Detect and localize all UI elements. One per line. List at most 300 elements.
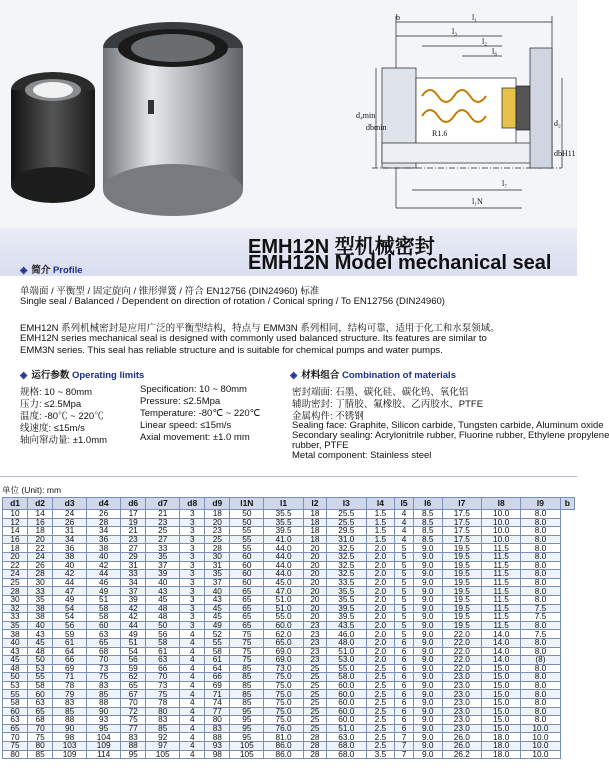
diamond-icon: ◈ [290,370,298,381]
table-cell: 35 [205,570,230,579]
column-header: l3 [327,498,366,510]
table-cell: 46 [87,578,121,587]
table-cell: 53 [3,681,28,690]
table-cell: 9.0 [413,595,442,604]
table-cell: 15.0 [481,690,520,699]
table-cell: 22.0 [442,647,481,656]
table-cell: 9.0 [413,638,442,647]
table-cell: 8.0 [521,578,560,587]
table-cell: 32 [3,604,28,613]
table-cell: 9.0 [413,690,442,699]
table-cell: 75.0 [264,716,303,725]
table-cell: 55 [28,673,53,682]
table-cell: 88 [87,699,121,708]
table-cell: 10.0 [521,724,560,733]
table-cell: 14.0 [481,656,520,665]
table-cell: 6 [395,724,414,733]
table-cell: 9.0 [413,630,442,639]
table-cell: 75 [230,656,264,665]
table-cell: 3 [180,587,205,596]
table-cell: 72 [121,707,146,716]
seat-ring [11,72,95,203]
table-cell: 1.5 [366,535,395,544]
table-cell: 2.0 [366,570,395,579]
table-cell: 8.0 [521,690,560,699]
dimension-table [2,497,575,759]
table-cell: 58 [87,604,121,613]
table-cell: 16 [3,535,28,544]
table-cell: 8.0 [521,587,560,596]
table-cell: 48 [146,613,180,622]
table-cell: 30 [3,595,28,604]
table-cell: 26 [87,510,121,519]
table-cell: 88 [205,733,230,742]
profile-heading-en: Profile [52,265,83,276]
column-header: l4 [366,498,395,510]
table-cell: 83 [146,716,180,725]
table-cell: 9.0 [413,733,442,742]
table-cell: 4 [180,742,205,751]
table-cell: 29.5 [327,527,366,536]
table-cell: 43 [3,647,28,656]
table-cell: 69.0 [264,647,303,656]
table-cell: 59 [53,630,87,639]
table-cell: 85 [230,699,264,708]
table-cell: 98 [205,750,230,759]
table-cell: 28 [303,750,326,759]
table-cell: 4 [395,510,414,519]
table-cell: 1.5 [366,527,395,536]
table-cell: 20 [303,604,326,613]
table-cell: 25.5 [327,518,366,527]
material-cn-1: 辅助密封: 丁腈胶、氟橡胶、乙丙胶水、PTFE [292,399,484,410]
table-cell: 68 [28,716,53,725]
table-cell: 23 [303,656,326,665]
limit-en-0: Specification: 10 ~ 80mm [140,384,247,395]
table-cell: 20 [303,552,326,561]
table-cell: 62 [121,673,146,682]
table-cell: 11.5 [481,613,520,622]
table-cell: 51 [87,595,121,604]
table-cell: 15.0 [481,724,520,733]
table-cell: 98 [53,733,87,742]
table-cell: 20 [28,535,53,544]
table-cell: 15.0 [481,707,520,716]
table-cell: 3 [180,518,205,527]
table-cell: 6 [395,690,414,699]
table-cell: 35.5 [327,595,366,604]
limit-cn-1: 压力: ≤2.5Mpa [20,399,82,410]
table-cell: 28 [303,742,326,751]
table-cell: 10.0 [521,742,560,751]
table-cell: 8.0 [521,527,560,536]
table-cell: 60.0 [264,621,303,630]
limit-cn-2: 温度: -80℃ ~ 220℃ [20,411,104,422]
table-cell: 15.0 [481,699,520,708]
table-cell: 25 [3,578,28,587]
table-cell: 9.0 [413,750,442,759]
table-cell: 86.0 [264,742,303,751]
table-cell: 83 [205,724,230,733]
table-cell: 4 [180,638,205,647]
table-cell: 5 [395,630,414,639]
table-cell: 15.0 [481,681,520,690]
table-cell: 19.5 [442,544,481,553]
table-cell: 6 [395,656,414,665]
table-cell: 7 [395,742,414,751]
table-cell: 23.0 [442,690,481,699]
table-cell: 8.0 [521,535,560,544]
table-cell: 8.0 [521,552,560,561]
table-cell: 60.0 [327,716,366,725]
table-cell: 3 [180,544,205,553]
table-cell: 8.0 [521,561,560,570]
table-cell: 60 [87,621,121,630]
table-cell: 3 [180,613,205,622]
table-cell: 43.5 [327,621,366,630]
table-cell: 1.5 [366,510,395,519]
table-cell: 45 [28,638,53,647]
table-cell: 7 [395,750,414,759]
table-cell: 79 [53,690,87,699]
table-cell: 4 [180,699,205,708]
table-cell: 44 [121,621,146,630]
table-cell: 11.5 [481,578,520,587]
table-cell: 7.5 [521,613,560,622]
table-cell: 50 [146,621,180,630]
dim-l1: l₁ [472,13,478,22]
table-cell: 20 [303,595,326,604]
table-cell: 58 [87,613,121,622]
table-cell: 51.0 [264,595,303,604]
table-cell: 37 [205,578,230,587]
material-cn-2: 金属构件: 不锈钢 [292,411,364,422]
table-cell: 44.0 [264,570,303,579]
table-cell: 2.5 [366,716,395,725]
table-cell: 2.0 [366,613,395,622]
table-cell: 9.0 [413,647,442,656]
table-cell: 35.5 [264,510,303,519]
profile-heading-cn: 简介 [31,265,51,276]
table-cell: 85 [28,750,53,759]
limit-cn-3: 线速度: ≤15m/s [20,423,85,434]
table-cell: 4 [180,690,205,699]
table-cell: 15.0 [481,664,520,673]
table-cell: 75.0 [264,681,303,690]
column-header: d1 [3,498,28,510]
table-cell: 65 [121,681,146,690]
table-cell: 11.5 [481,561,520,570]
table-cell: 9.0 [413,716,442,725]
table-cell: 14.0 [481,638,520,647]
material-en-0: Sealing face: Graphite, Silicon carbide, Tungsten carbide, Aluminum oxide [292,420,604,431]
table-cell: 4 [395,527,414,536]
table-cell: 95 [87,724,121,733]
table-cell: 23.0 [442,681,481,690]
table-cell: 24 [28,552,53,561]
table-cell: 42 [53,570,87,579]
table-cell: 4 [180,724,205,733]
table-cell: 6 [395,716,414,725]
table-cell: 34 [121,578,146,587]
table-cell: 19.5 [442,604,481,613]
dim-d4min: d₄min [356,111,376,120]
table-cell: 3.5 [366,750,395,759]
table-cell: 9.0 [413,544,442,553]
table-cell: 5 [395,552,414,561]
table-cell: 35.5 [327,587,366,596]
table-cell: 26.0 [442,742,481,751]
table-cell: 66 [146,664,180,673]
table-cell: 3 [180,570,205,579]
table-cell: 109 [53,750,87,759]
table-cell: 49 [87,587,121,596]
table-cell: 25 [303,664,326,673]
table-cell: 40 [87,552,121,561]
table-cell: 9.0 [413,561,442,570]
table-cell: 85 [230,690,264,699]
table-cell: 2.5 [366,707,395,716]
limits-heading-en: Operating limits [71,370,145,381]
table-cell: 40 [146,578,180,587]
table-cell: 49 [121,630,146,639]
dim-l1n: l₁N [472,197,483,206]
table-cell: 65 [230,595,264,604]
table-cell: 10.0 [481,510,520,519]
table-cell: 21 [146,510,180,519]
table-cell: 3 [180,621,205,630]
table-cell: 85 [146,724,180,733]
materials-heading [290,367,456,381]
cross-section-drawing [352,8,574,226]
table-cell: 19.5 [442,578,481,587]
table-cell: 22 [28,544,53,553]
table-cell: 43 [205,595,230,604]
table-cell: 105 [230,742,264,751]
table-cell: 10.0 [481,535,520,544]
table-cell: 20 [303,570,326,579]
table-cell: 65.0 [264,638,303,647]
table-cell: 3 [180,535,205,544]
table-cell: 25 [303,716,326,725]
table-cell: 95 [230,733,264,742]
table-cell: 109 [87,742,121,751]
table-cell: 2.0 [366,604,395,613]
table-cell: 47.0 [264,587,303,596]
table-cell: 22.0 [442,664,481,673]
diamond-icon: ◈ [20,370,28,381]
table-cell: 33 [28,587,53,596]
table-cell: 8.5 [413,527,442,536]
table-cell: 2.0 [366,595,395,604]
table-cell: 65 [230,604,264,613]
table-cell: 50 [3,673,28,682]
table-cell: 19.5 [442,613,481,622]
table-cell: 39 [146,570,180,579]
table-cell: 9.0 [413,724,442,733]
table-cell: 23.0 [442,724,481,733]
table-cell: 83 [121,733,146,742]
section-divider [0,476,577,477]
table-cell: 20 [303,578,326,587]
table-cell: 18 [303,535,326,544]
dim-b: b [396,13,400,22]
profile-desc-en-2: EMM3N series. This seal has reliable structure and is suitable for chemical pumps and water pumps. [20,345,443,356]
table-cell: 53 [28,664,53,673]
table-cell: 77 [205,707,230,716]
table-cell: 6 [395,673,414,682]
table-cell: 33.5 [327,578,366,587]
table-cell: 9.0 [413,673,442,682]
table-cell: 10.0 [521,750,560,759]
table-cell: 22.0 [442,638,481,647]
table-cell: 20 [205,518,230,527]
table-cell: 81.0 [264,733,303,742]
table-cell: 63 [3,716,28,725]
table-cell: 14.0 [481,630,520,639]
table-cell: 60 [3,707,28,716]
table-cell: 5 [395,578,414,587]
table-cell: 70 [3,733,28,742]
table-cell: 24 [53,510,87,519]
table-cell: 60.0 [327,681,366,690]
table-cell: 103 [53,742,87,751]
table-cell: 28 [303,733,326,742]
table-cell: 8.0 [521,638,560,647]
table-cell: 97 [146,742,180,751]
table-cell: 2.5 [366,690,395,699]
limits-heading [20,367,144,381]
table-cell: 25 [303,699,326,708]
table-cell: 60 [230,578,264,587]
table-cell: 19.5 [442,561,481,570]
table-cell: 25 [303,681,326,690]
table-cell: 48 [3,664,28,673]
table-cell: 95 [121,750,146,759]
table-cell: 28 [3,587,28,596]
table-cell: 5 [395,604,414,613]
table-cell: 7.5 [521,630,560,639]
table-cell: 64 [205,664,230,673]
table-cell: 75.0 [264,699,303,708]
table-cell: 25 [303,690,326,699]
table-cell: 58 [28,681,53,690]
table-cell: 27 [121,544,146,553]
table-cell: 23 [205,527,230,536]
table-cell: 15.0 [481,673,520,682]
column-header: b [560,498,574,510]
table-cell: 4 [180,750,205,759]
table-cell: 36 [53,544,87,553]
table-cell: 44.0 [264,561,303,570]
table-cell: 38 [28,613,53,622]
table-cell: 19.5 [442,621,481,630]
table-cell: 93 [205,742,230,751]
table-cell: 8.0 [521,716,560,725]
table-cell: 50 [230,510,264,519]
table-cell: 18 [205,510,230,519]
table-cell: 32.5 [327,544,366,553]
table-cell: 8.0 [521,647,560,656]
table-cell: 75.0 [264,690,303,699]
table-cell: 17.5 [442,518,481,527]
table-cell: 9.0 [413,664,442,673]
table-cell: 77 [121,724,146,733]
column-header: d6 [121,498,146,510]
table-cell: 5 [395,570,414,579]
table-cell: 18.0 [481,733,520,742]
column-header: l7 [442,498,481,510]
table-cell: 93 [87,716,121,725]
column-header: d3 [53,498,87,510]
table-cell: 9.0 [413,707,442,716]
table-cell: 42 [121,604,146,613]
table-cell: 105 [146,750,180,759]
table-cell: 75 [87,673,121,682]
table-cell: 44 [53,578,87,587]
table-cell: 68 [87,647,121,656]
table-cell: 75.0 [264,707,303,716]
table-cell: 35 [146,552,180,561]
table-cell: 9.0 [413,699,442,708]
table-cell: 2.0 [366,587,395,596]
table-cell: 4 [180,656,205,665]
table-cell: 73 [146,681,180,690]
table-cell: 41.0 [264,535,303,544]
table-cell: 5 [395,621,414,630]
diamond-icon: ◈ [20,265,28,276]
table-cell: 5 [395,544,414,553]
table-cell: 58.0 [327,673,366,682]
table-cell: 45 [3,656,28,665]
column-header: l2 [303,498,326,510]
table-cell: 105 [230,750,264,759]
table-cell: 39.5 [264,527,303,536]
table-cell: 40 [3,638,28,647]
table-cell: 26 [28,561,53,570]
table-cell: 3 [180,578,205,587]
table-cell: 4 [180,630,205,639]
table-cell: 19.5 [442,570,481,579]
dim-r16: R1.6 [432,129,448,138]
table-cell: 18 [28,527,53,536]
table-cell: 75 [230,647,264,656]
table-cell: 11.5 [481,570,520,579]
table-cell: 54 [53,604,87,613]
table-cell: 16 [28,518,53,527]
table-cell: 31 [53,527,87,536]
table-cell: 9.0 [413,742,442,751]
table-cell: 8.5 [413,535,442,544]
table-cell: 31 [205,561,230,570]
table-cell: 60.0 [327,699,366,708]
table-cell: 75 [230,630,264,639]
limit-cn-4: 轴向窜动量: ±1.0mm [20,435,108,446]
table-cell: 75 [28,733,53,742]
material-cn-0: 密封端面: 石墨、碳化硅、碳化钨、氧化铝 [292,387,469,398]
table-cell: 18 [303,510,326,519]
table-cell: 20 [303,561,326,570]
table-cell: 61 [53,638,87,647]
table-cell: 3 [180,552,205,561]
table-cell: 78 [53,681,87,690]
table-cell: 10.0 [521,733,560,742]
table-cell: 2.0 [366,621,395,630]
table-cell: 38 [87,544,121,553]
column-header: l1 [264,498,303,510]
dim-l7: l₇ [502,179,508,188]
limit-en-1: Pressure: ≤2.5Mpa [140,396,221,407]
